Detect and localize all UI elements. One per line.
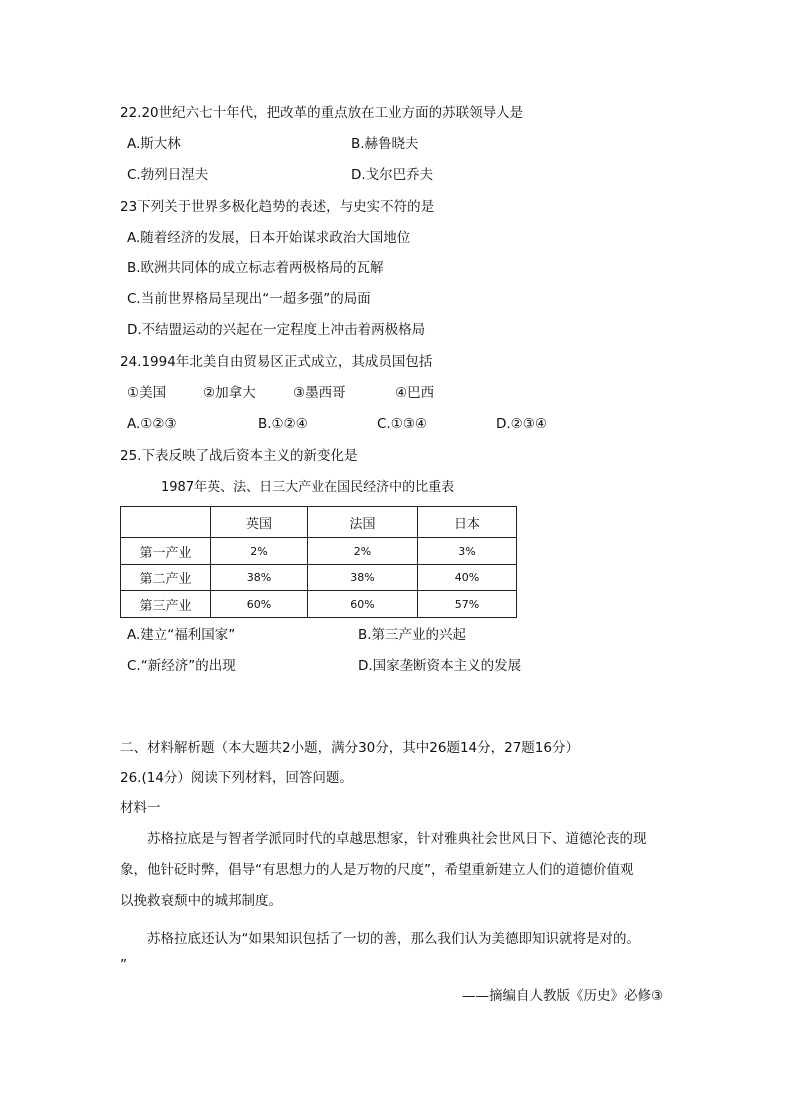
q25-option-a: A.建立“福利国家”	[127, 627, 236, 643]
cell: 40%	[418, 565, 517, 591]
header-cell	[121, 507, 211, 538]
q22-option-d: D.戈尔巴乔夫	[351, 167, 434, 183]
cell: 2%	[211, 538, 308, 565]
cell: 38%	[308, 565, 418, 591]
table-row	[121, 591, 517, 618]
cell: 60%	[308, 591, 418, 618]
q22-option-c: C.勃列日涅夫	[127, 167, 209, 183]
row-label: 第三产业	[121, 591, 211, 618]
header-cell: 英国	[211, 507, 308, 538]
q23-option-d: D.不结盟运动的兴起在一定程度上冲击着两极格局	[127, 322, 426, 338]
cell: 3%	[418, 538, 517, 565]
q22-option-a: A.斯大林	[127, 136, 181, 152]
material-line: 苏格拉底是与智者学派同时代的卓越思想家，针对雅典社会世风日下、道德沦丧的现	[147, 831, 647, 847]
row-label: 第二产业	[121, 565, 211, 591]
q23-stem: 23下列关于世界多极化趋势的表述，与史实不符的是	[120, 199, 435, 215]
q24-option-d: D.②③④	[496, 416, 547, 432]
q26-stem: 26.(14分）阅读下列材料，回答问题。	[120, 770, 353, 786]
material-label: 材料一	[120, 800, 161, 816]
material-line: ”	[120, 957, 127, 973]
table-row	[121, 565, 517, 591]
section-title: 二、材料解析题（本大题共2小题，满分30分，其中26题14分，27题16分）	[120, 740, 579, 756]
q23-option-a: A.随着经济的发展，日本开始谋求政治大国地位	[127, 230, 411, 246]
q25-option-c: C.“新经济”的出现	[127, 658, 236, 674]
material-line: 象，他针砭时弊，倡导“有思想力的人是万物的尺度”，希望重新建立人们的道德价值观	[120, 862, 634, 878]
cell: 2%	[308, 538, 418, 565]
cell: 60%	[211, 591, 308, 618]
q25-option-b: B.第三产业的兴起	[358, 627, 467, 643]
q22-option-b: B.赫鲁晓夫	[351, 136, 419, 152]
header-cell: 法国	[308, 507, 418, 538]
material-line: 以挽救衰颓中的城邦制度。	[120, 893, 282, 909]
q24-option-a: A.①②③	[127, 416, 177, 432]
material-source: ——摘编自人教版《历史》必修③	[462, 988, 664, 1004]
q24-item: ③墨西哥	[293, 385, 346, 401]
q23-option-b: B.欧洲共同体的成立标志着两极格局的瓦解	[127, 260, 384, 276]
table-title: 1987年英、法、日三大产业在国民经济中的比重表	[161, 480, 455, 495]
q24-item: ②加拿大	[203, 385, 256, 401]
table-header-row	[121, 507, 517, 538]
q25-option-d: D.国家垄断资本主义的发展	[358, 658, 522, 674]
q24-item: ①美国	[127, 385, 167, 401]
q24-option-c: C.①③④	[377, 416, 428, 432]
q24-item: ④巴西	[395, 385, 435, 401]
material-line: 苏格拉底还认为“如果知识包括了一切的善，那么我们认为美德即知识就将是对的。	[147, 931, 640, 947]
q24-option-b: B.①②④	[258, 416, 308, 432]
q22-stem: 22.20世纪六七十年代，把改革的重点放在工业方面的苏联领导人是	[120, 105, 524, 121]
q23-option-c: C.当前世界格局呈现出“一超多强”的局面	[127, 291, 371, 307]
industry-table	[120, 506, 517, 618]
cell: 38%	[211, 565, 308, 591]
q25-stem: 25.下表反映了战后资本主义的新变化是	[120, 448, 358, 464]
cell: 57%	[418, 591, 517, 618]
q24-stem: 24.1994年北美自由贸易区正式成立，其成员国包括	[120, 354, 433, 370]
table-row	[121, 538, 517, 565]
header-cell: 日本	[418, 507, 517, 538]
row-label: 第一产业	[121, 538, 211, 565]
